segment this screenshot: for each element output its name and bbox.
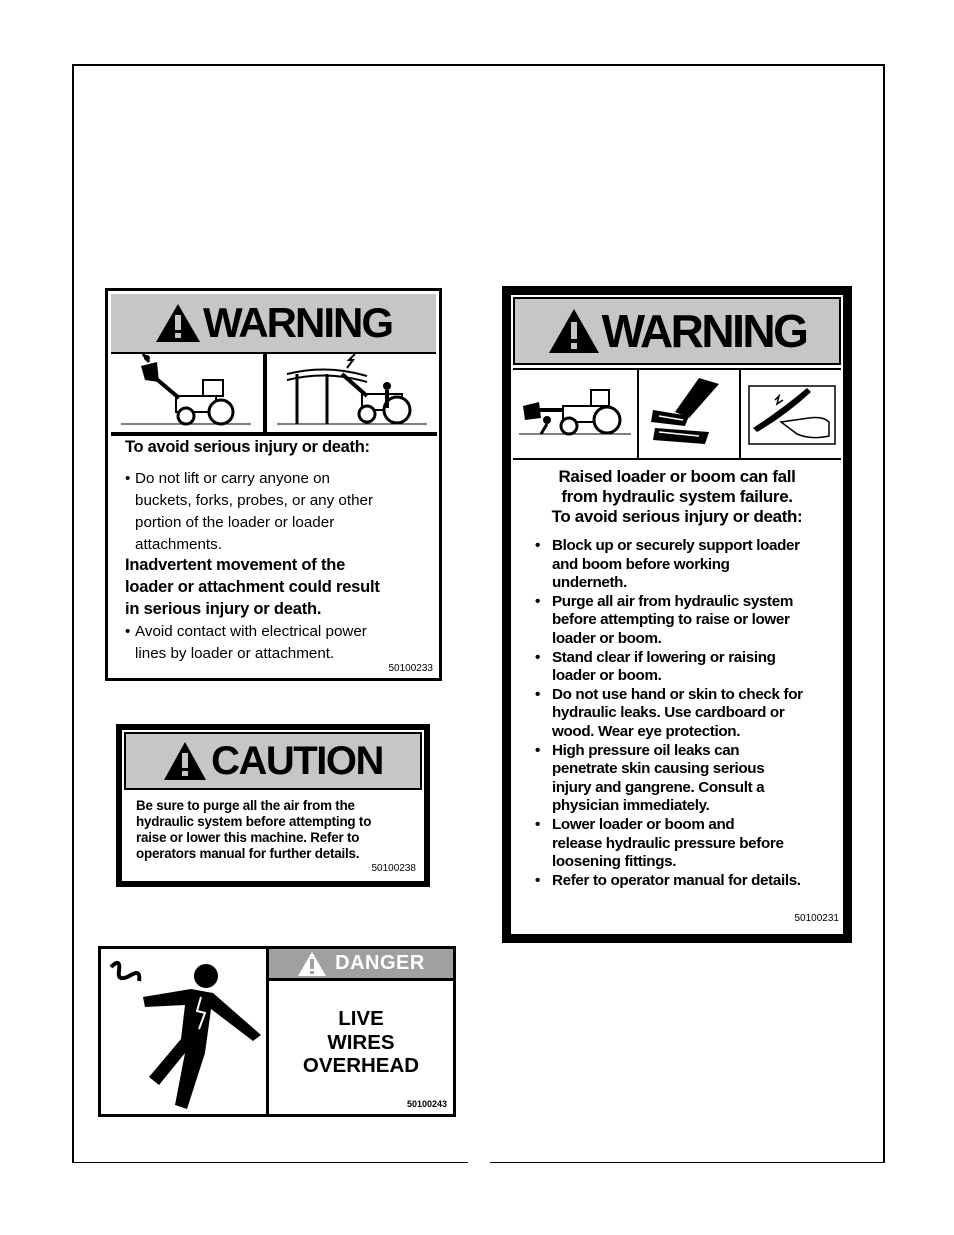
right-part-number: 50100231 [794,913,839,924]
danger-decal [98,946,456,1117]
power-line-pictogram [265,354,437,434]
alert-triangle-icon [297,951,327,977]
right-warning-bullets [535,537,835,890]
list-item: • Lower loader or boom and release hydraulic pressure before loosening fittings. [535,816,835,872]
list-item: • Block up or securely support loader and boom before working underneth. [535,537,835,593]
alert-triangle-icon [163,741,207,781]
crush-pictogram [637,370,741,458]
alert-triangle-icon [155,303,201,343]
danger-signal-bar [269,949,453,981]
footer-rule-right [490,1162,885,1163]
left-bullet-1: • Do not lift or carry anyone on buckets, forks, probes, or any other portion of the loader or loader attachments. [125,470,374,553]
alert-triangle-icon [548,308,600,354]
signal-word: DANGER [335,952,425,974]
right-warning-heading: Raised loader or boom can fall from hydraulic system failure. To avoid serious injury or death: [551,467,803,526]
warning-decal-left [105,288,442,681]
left-bullet-2: • Avoid contact with electrical power lines by loader or attachment. [125,623,367,662]
list-item: • High pressure oil leaks can penetrate skin causing serious injury and gangrene. Consult a physician immediately. [535,742,835,816]
falling-loader-pictogram [513,370,637,458]
signal-word: CAUTION [211,738,383,783]
power-line-hazard-icon [267,354,435,430]
caution-text: Be sure to purge all the air from the hydraulic system before attempting to raise or lower this machine. Refer to operators manual for further details. [136,798,372,861]
warning-decal-right [502,286,852,943]
hand-leak-pictogram [741,370,841,458]
danger-part-number: 50100243 [406,1099,447,1109]
tractor-loader-icon [513,370,637,456]
danger-message: LIVE WIRES OVERHEAD [302,1007,420,1077]
electrocution-pictogram [101,949,269,1114]
warning-signal-bar [513,297,841,365]
caution-part-number: 50100238 [371,863,416,874]
caution-decal [116,724,430,887]
list-item: • Stand clear if lowering or raising loader or boom. [535,649,835,686]
signal-word: WARNING [203,299,392,346]
crush-hazard-icon [639,370,739,456]
tractor-loader-icon [111,354,261,430]
left-warning-heading: To avoid serious injury or death: [125,438,370,456]
footer-rule-left [72,1162,468,1163]
list-item: • Do not use hand or skin to check for hydraulic leaks. Use cardboard or wood. Wear eye protection. [535,686,835,742]
list-item: • Purge all air from hydraulic system before attempting to raise or lower loader or boom. [535,593,835,649]
left-part-number: 50100233 [388,663,433,674]
hand-leak-icon [741,370,841,456]
left-subheading: Inadvertent movement of the loader or attachment could result in serious injury or death. [125,556,380,618]
caution-signal-bar [124,732,422,790]
electrocution-icon [101,949,265,1114]
rider-hazard-pictogram [111,354,265,434]
list-item: • Refer to operator manual for details. [535,872,835,891]
signal-word: WARNING [601,305,807,357]
warning-signal-bar [111,294,436,354]
